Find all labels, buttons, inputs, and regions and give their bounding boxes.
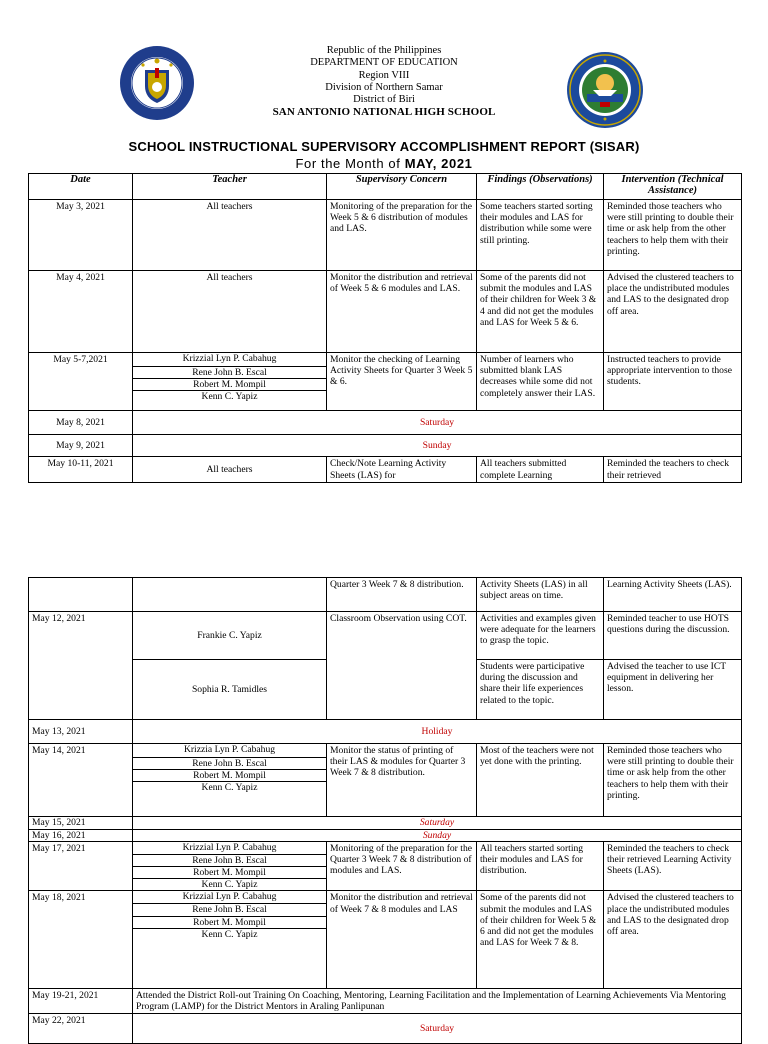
teacher-cell: Rene John B. Escal xyxy=(133,904,327,916)
table-row xyxy=(29,411,742,435)
report-month xyxy=(0,156,768,171)
concern-cell: Check/Note Learning Activity Sheets (LAS) for xyxy=(327,457,477,482)
table-header-row xyxy=(29,174,742,200)
date-cell: May 3, 2021 xyxy=(29,200,133,271)
concern-cell: Monitoring of the preparation for the Week 5 & 6 distribution of modules and LAS. xyxy=(327,200,477,271)
concern-cell: Monitor the distribution and retrieval of Week 7 & 8 modules and LAS xyxy=(327,891,477,988)
department-line: DEPARTMENT OF EDUCATION xyxy=(310,57,458,69)
table-row xyxy=(29,612,742,660)
table-row xyxy=(29,457,742,482)
intervention-cell: Advised the teacher to use ICT equipment in delivering her lesson. xyxy=(604,660,742,720)
region-line: Region VIII xyxy=(358,69,410,81)
date-cell: May 18, 2021 xyxy=(29,891,133,988)
col-header-intervention: Intervention (Technical Assistance) xyxy=(604,174,742,200)
findings-cell: All teachers submitted complete Learning xyxy=(477,457,604,482)
table-row xyxy=(29,829,742,841)
teacher-cell: Krizzial Lyn P. Cabahug xyxy=(133,841,327,854)
col-header-concern: Supervisory Concern xyxy=(327,174,477,200)
day-note-cell: Holiday xyxy=(133,720,742,744)
teacher-cell: Rene John B. Escal xyxy=(133,854,327,866)
table-row xyxy=(29,720,742,744)
concern-cell: Monitor the status of printing of their LAS & modules for Quarter 3 Week 7 & 8 distribution. xyxy=(327,744,477,817)
table-row xyxy=(29,841,742,854)
concern-cell: Monitor the checking of Learning Activity Sheets for Quarter 3 Week 5 & 6. xyxy=(327,353,477,411)
teacher-cell: Robert M. Mompil xyxy=(133,379,327,391)
findings-cell: Some teachers started sorting their modules and LAS for distribution while some were still printing. xyxy=(477,200,604,271)
findings-cell: All teachers started sorting their modules and LAS for distribution. xyxy=(477,841,604,891)
table-row xyxy=(29,988,742,1013)
col-header-teacher: Teacher xyxy=(133,174,327,200)
intervention-cell: Reminded the teachers to check their retrieved xyxy=(604,457,742,482)
school-name: SAN ANTONIO NATIONAL HIGH SCHOOL xyxy=(272,106,496,119)
report-title: SCHOOL INSTRUCTIONAL SUPERVISORY ACCOMPLISHMENT REPORT (SISAR) xyxy=(128,139,640,154)
findings-cell: Number of learners who submitted blank LAS decreases while some did not completely answer their LAS. xyxy=(477,353,604,411)
date-cell: May 17, 2021 xyxy=(29,841,133,891)
day-note-cell: Sunday xyxy=(133,829,742,841)
teacher-cell: Krizzia Lyn P. Cabahug xyxy=(133,744,327,758)
date-cell: May 5-7,2021 xyxy=(29,353,133,411)
date-cell: May 16, 2021 xyxy=(29,829,133,841)
table-row xyxy=(29,353,742,367)
day-note-cell: Saturday xyxy=(133,817,742,829)
teacher-cell: Krizzial Lyn P. Cabahug xyxy=(133,353,327,367)
findings-cell: Some of the parents did not submit the modules and LAS of their children for Week 5 & 6 and did not get the modules and LAS for Week 7 & 8. xyxy=(477,891,604,988)
teacher-cell: Robert M. Mompil xyxy=(133,770,327,782)
teacher-cell: All teachers xyxy=(133,271,327,353)
teacher-cell: Robert M. Mompil xyxy=(133,867,327,879)
letterhead xyxy=(0,45,768,119)
teacher-cell: Kenn C. Yapiz xyxy=(133,928,327,988)
findings-cell: Some of the parents did not submit the modules and LAS of their children for Week 3 & 4 and did not get the modules and LAS for Week 5 & 6. xyxy=(477,271,604,353)
table-row xyxy=(29,817,742,829)
concern-cell: Quarter 3 Week 7 & 8 distribution. xyxy=(327,578,477,612)
findings-cell: Activity Sheets (LAS) in all subject areas on time. xyxy=(477,578,604,612)
table-row xyxy=(29,578,742,612)
table-row xyxy=(29,435,742,457)
date-cell: May 12, 2021 xyxy=(29,612,133,720)
activity-note-cell: Attended the District Roll-out Training On Coaching, Mentoring, Learning Facilitation and the Implementation of Learning Achievements Via Mentoring Program (LAMP) for the District Mentors in Araling Panlipunan xyxy=(133,988,742,1013)
intervention-cell: Reminded the teachers to check their retrieved Learning Activity Sheets (LAS). xyxy=(604,841,742,891)
date-cell xyxy=(29,578,133,612)
accomplishment-table-page-2 xyxy=(28,577,742,1044)
date-cell: May 9, 2021 xyxy=(29,435,133,457)
col-header-date: Date xyxy=(29,174,133,200)
date-cell: May 15, 2021 xyxy=(29,817,133,829)
teacher-cell: Robert M. Mompil xyxy=(133,916,327,928)
teacher-cell: Sophia R. Tamidles xyxy=(133,660,327,720)
day-note-cell: Saturday xyxy=(133,1014,742,1044)
teacher-cell: Krizzial Lyn P. Cabahug xyxy=(133,891,327,904)
day-note-cell: Saturday xyxy=(133,411,742,435)
teacher-cell: Rene John B. Escal xyxy=(133,758,327,770)
accomplishment-table-page-1 xyxy=(28,173,742,483)
date-cell: May 19-21, 2021 xyxy=(29,988,133,1013)
date-cell: May 13, 2021 xyxy=(29,720,133,744)
col-header-findings: Findings (Observations) xyxy=(477,174,604,200)
findings-cell: Most of the teachers were not yet done with the printing. xyxy=(477,744,604,817)
date-cell: May 4, 2021 xyxy=(29,271,133,353)
table-row xyxy=(29,200,742,271)
intervention-cell: Reminded teacher to use HOTS questions during the discussion. xyxy=(604,612,742,660)
intervention-cell: Reminded those teachers who were still printing to double their time or ask help from the other teachers to help them with their printing. xyxy=(604,744,742,817)
date-cell: May 8, 2021 xyxy=(29,411,133,435)
teacher-cell: All teachers xyxy=(133,457,327,482)
concern-cell: Classroom Observation using COT. xyxy=(327,612,477,720)
teacher-cell: Kenn C. Yapiz xyxy=(133,782,327,817)
teacher-cell: Frankie C. Yapiz xyxy=(133,612,327,660)
intervention-cell: Advised the clustered teachers to place the undistributed modules and LAS to the designated drop off area. xyxy=(604,271,742,353)
teacher-cell: Kenn C. Yapiz xyxy=(133,391,327,411)
division-line: Division of Northern Samar xyxy=(325,81,443,93)
date-cell: May 14, 2021 xyxy=(29,744,133,817)
month-prefix: For the Month of xyxy=(295,156,405,171)
teacher-cell: All teachers xyxy=(133,200,327,271)
district-line: District of Biri xyxy=(353,94,415,106)
concern-cell: Monitor the distribution and retrieval of Week 5 & 6 modules and LAS. xyxy=(327,271,477,353)
table-row xyxy=(29,1014,742,1044)
report-page-1 xyxy=(0,0,768,492)
table-row xyxy=(29,891,742,904)
intervention-cell: Reminded those teachers who were still printing to double their time or ask help from the other teachers to help them with their printing. xyxy=(604,200,742,271)
date-cell: May 10-11, 2021 xyxy=(29,457,133,482)
month-value: MAY, 2021 xyxy=(404,156,473,171)
day-note-cell: Sunday xyxy=(133,435,742,457)
intervention-cell: Learning Activity Sheets (LAS). xyxy=(604,578,742,612)
teacher-cell xyxy=(133,578,327,612)
teacher-cell: Kenn C. Yapiz xyxy=(133,879,327,891)
date-cell: May 22, 2021 xyxy=(29,1014,133,1044)
republic-line: Republic of the Philippines xyxy=(326,45,442,56)
teacher-cell: Rene John B. Escal xyxy=(133,367,327,379)
concern-cell: Monitoring of the preparation for the Quarter 3 Week 7 & 8 distribution of modules and LAS. xyxy=(327,841,477,891)
intervention-cell: Instructed teachers to provide appropriate intervention to those students. xyxy=(604,353,742,411)
table-row xyxy=(29,271,742,353)
intervention-cell: Advised the clustered teachers to place the undistributed modules and LAS to the designated drop off area. xyxy=(604,891,742,988)
table-row xyxy=(29,744,742,758)
findings-cell: Activities and examples given were adequate for the learners to grasp the topic. xyxy=(477,612,604,660)
findings-cell: Students were participative during the discussion and share their life experiences related to the topic. xyxy=(477,660,604,720)
